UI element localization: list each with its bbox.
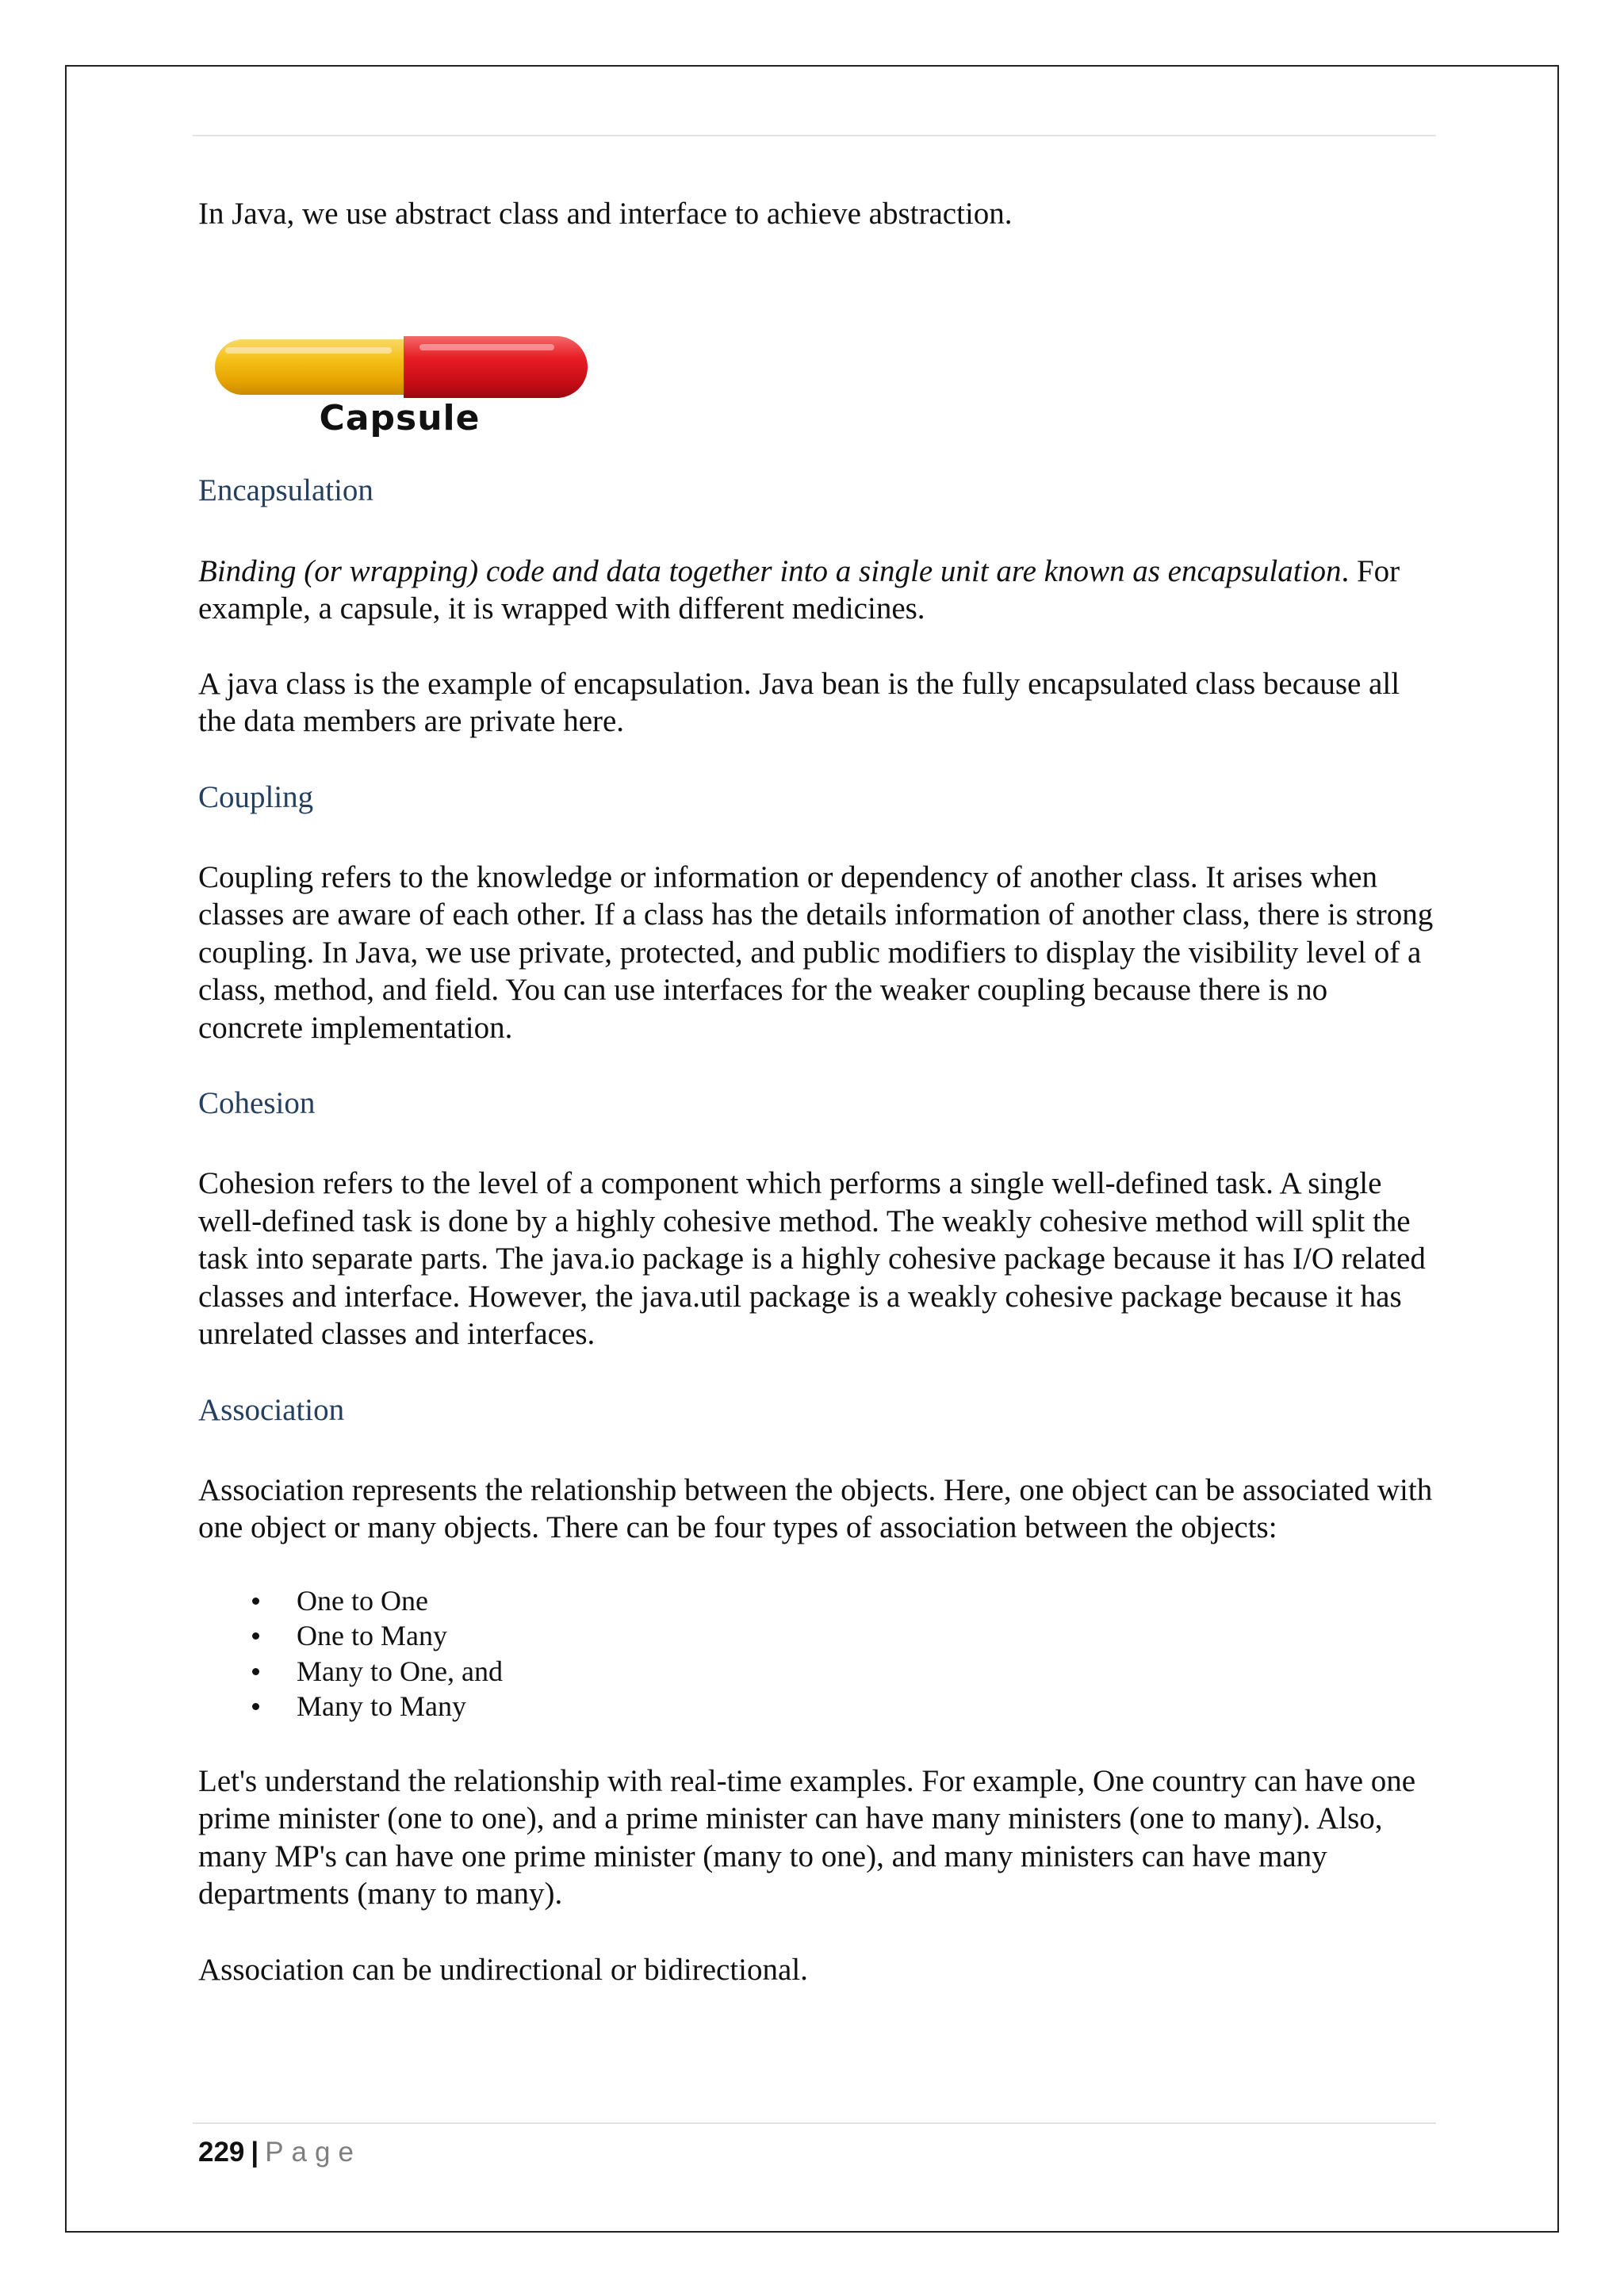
heading-encapsulation: Encapsulation <box>198 473 373 507</box>
footer-rule <box>193 2122 1436 2124</box>
coupling-paragraph: Coupling refers to the knowledge or information or dependency of another class. It arises when classes are aware of each other. If a class has the details information of another class, there is strong coupling. In Java, we use private, protected, and public modifiers to display the visibility level of a class, method, and field. You can use interfaces for the weaker coupling because there is no concrete implementation. <box>198 859 1434 1045</box>
footer-separator: | <box>251 2137 259 2168</box>
heading-coupling: Coupling <box>198 779 314 814</box>
association-types-list <box>198 1583 1435 1724</box>
bullet-icon <box>252 1703 259 1710</box>
page-number: 229 <box>198 2137 245 2168</box>
heading-cohesion: Cohesion <box>198 1086 316 1120</box>
page-footer <box>198 2135 362 2170</box>
encapsulation-definition-italic: Binding (or wrapping) code and data together into a single unit are known as encapsulation <box>198 553 1342 588</box>
header-rule <box>193 135 1436 136</box>
list-item: One to Many <box>198 1618 1435 1654</box>
page-label: Page <box>265 2137 362 2168</box>
association-paragraph: Association represents the relationship between the objects. Here, one object can be associated with one object or many objects. There can be four types of association between the objects: <box>198 1472 1433 1544</box>
bullet-icon <box>252 1598 259 1605</box>
association-direction-paragraph: Association can be undirectional or bidirectional. <box>198 1952 808 1987</box>
bullet-icon <box>252 1668 259 1675</box>
capsule-figure <box>201 330 598 449</box>
heading-association: Association <box>198 1392 345 1427</box>
encapsulation-definition <box>198 553 1435 628</box>
intro-paragraph: In Java, we use abstract class and interface to achieve abstraction. <box>198 197 1013 231</box>
association-examples-paragraph: Let's understand the relationship with real-time examples. For example, One country can have one prime minister (one to one), and a prime minister can have many ministers (one to many). Also, many MP's can have one prime minister (many to one), and many ministers can have many departments (many to many). <box>198 1763 1416 1911</box>
bullet-icon <box>252 1632 259 1640</box>
list-item: Many to Many <box>198 1689 1435 1724</box>
list-item: Many to One, and <box>198 1654 1435 1689</box>
page-content <box>198 195 1435 1988</box>
list-item: One to One <box>198 1583 1435 1619</box>
capsule-icon <box>201 330 598 401</box>
encapsulation-definition-rest: . For example, a capsule, it is wrapped with different medicines. <box>198 553 1400 626</box>
cohesion-paragraph: Cohesion refers to the level of a component which performs a single well-defined task. A single well-defined task is done by a highly cohesive method. The weakly cohesive method will split the task into separate parts. The java.io package is a highly cohesive package because it has I/O related classes and interface. However, the java.util package is a weakly cohesive package because it has unrelated classes and interfaces. <box>198 1166 1426 1351</box>
capsule-label: Capsule <box>319 397 481 438</box>
encapsulation-paragraph: A java class is the example of encapsulation. Java bean is the fully encapsulated class because all the data members are private here. <box>198 666 1400 738</box>
